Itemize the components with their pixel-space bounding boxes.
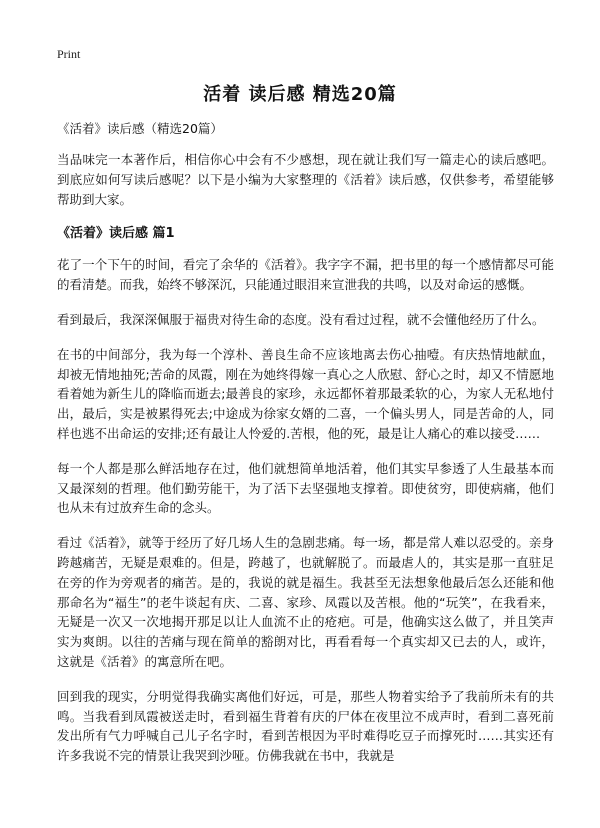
body-paragraph: 每一个人都是那么鲜活地存在过，他们就想简单地活着，他们其实早参透了人生最基本而又最深刻的哲理。他们勤劳能干，为了活下去坚强地支撑着。即使贫穷，即使病痛，他们也从未有过放弃生命的念头。	[57, 460, 554, 516]
intro-paragraph: 当品味完一本著作后，相信你心中会有不少感想，现在就让我们写一篇走心的读后感吧。到底应如何写读后感呢？以下是小编为大家整理的《活着》读后感，仅供参考，希望能够帮助到大家。	[57, 152, 554, 207]
body-paragraph: 看到最后，我深深佩服于福贵对待生命的态度。没有看过过程，就不会懂他经历了什么。	[57, 311, 545, 327]
body-paragraph: 回到我的现实，分明觉得我确实离他们好远，可是，那些人物着实给予了我前所未有的共鸣。当我看到凤霞被送走时，看到福生背着有庆的尸体在夜里泣不成声时，看到二喜死前发出所有气力呼喊自己儿子名字时，看到苦根因为平时难得吃豆子而撑死时……其实还有许多我说不完的情景让我哭到沙哑。仿佛我就在书中，我就是	[57, 688, 554, 764]
article-subtitle: 《活着》读后感（精选20篇）	[57, 121, 223, 136]
body-paragraph: 在书的中间部分，我为每一个淳朴、善良生命不应该地离去伤心抽噎。有庆热情地献血，却被无情地抽死;苦命的凤霞，刚在为她终得嫁一真心之人欣慰、舒心之时，却又不情愿地看着她为新生儿的降临而逝去;最善良的家珍，永远都怀着那最柔软的心，为家人无私地付出，最后，实是被累得死去;中途成为徐家女婿的二喜，一个偏头男人，同是苦命的人，同样也逃不出命运的安排;还有最让人怜爱的.苦根，他的死，最是让人痛心的难以接受……	[57, 346, 554, 441]
body-paragraph: 花了一个下午的时间，看完了余华的《活着》。我字字不漏，把书里的每一个感情都尽可能的看清楚。而我，始终不够深沉，只能通过眼泪来宣泄我的共鸣，以及对命运的感慨。	[57, 257, 554, 293]
section-heading: 《活着》读后感 篇1	[57, 226, 175, 242]
body-paragraph: 看过《活着》，就等于经历了好几场人生的急剧悲痛。每一场，都是常人难以忍受的。亲身跨越痛苦，无疑是艰难的。但是，跨越了，也就解脱了。而最虐人的，其实是那一直驻足在旁的作为旁观者的痛苦。是的，我说的就是福生。我甚至无法想象他最后怎么还能和他那命名为“福生”的老牛谈起有庆、二喜、家珍、凤霞以及苦根。他的“玩笑”，在我看来，无疑是一次又一次地揭开那足以让人血流不止的疮疤。可是，他确实这么做了，并且笑声实为爽朗。以往的苦痛与现在简单的豁朗对比，再看看每一个真实却又已去的人，或许，这就是《活着》的寓意所在吧。	[57, 535, 554, 669]
page-title: 活着 读后感 精选20篇	[203, 84, 397, 105]
print-link[interactable]: Print	[57, 47, 81, 61]
article-body	[57, 119, 554, 766]
